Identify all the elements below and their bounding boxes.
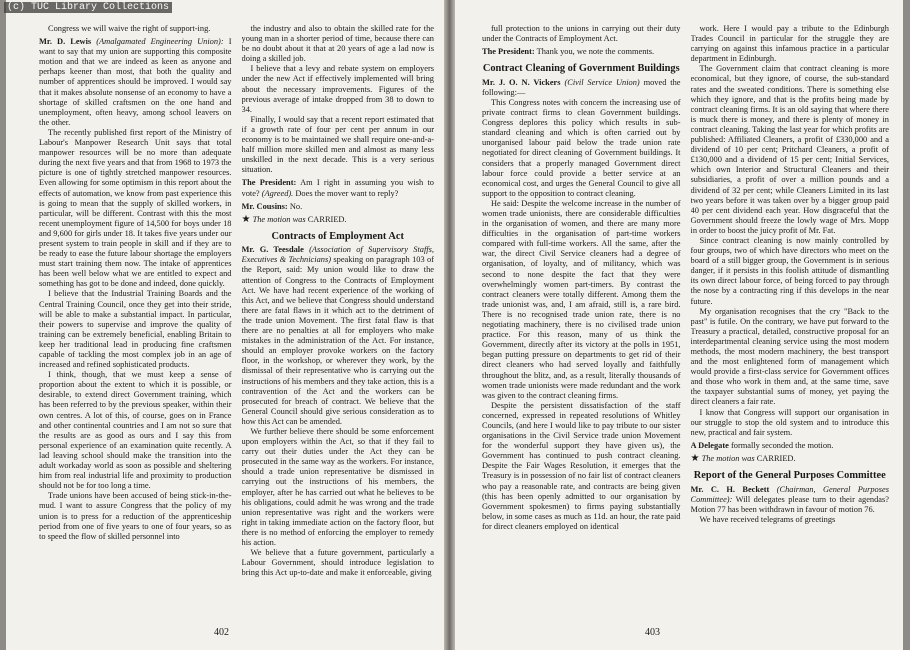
right-page-column-2 bbox=[691, 24, 890, 628]
speaker-name: Mr. C. H. Beckett bbox=[690, 484, 770, 494]
body-text: No. bbox=[289, 201, 303, 211]
speaker-name: Mr. G. Teesdale bbox=[241, 245, 304, 255]
body-text: speaking on paragraph 103 of the Report, said: My union would like to draw the attention of Congress to the Contracts of Employment Act. We have had recent experience of the working of this Act, and we believe that Congress should understand there are fatal flaws in it which act to the detriment of the trade union Movement. The first fatal flaw is that there are no penalties at all for employers who make mistakes in the administration of the Act. For instance, should an employer provoke workers on the factory floor, in the workshop, or wherever they work, by the dismissal of their representative who is carrying out the instructions of his members and they take action, this is a contravention of the Act and the workers can be prosecuted for breach of contract. We believe that the General Council should give serious consideration as to how this Act can be amended. bbox=[241, 255, 434, 426]
body-text: CARRIED. bbox=[754, 453, 796, 463]
union-affiliation: (Association of Supervisory Staffs, Executives & Technicians) bbox=[241, 245, 434, 265]
paragraph bbox=[39, 24, 232, 34]
body-text: moved the following:— bbox=[482, 77, 681, 97]
star-icon: ★ bbox=[690, 452, 700, 464]
paragraph bbox=[691, 64, 890, 236]
paragraph bbox=[482, 199, 681, 401]
union-affiliation: The motion was bbox=[701, 453, 755, 463]
paragraph bbox=[39, 491, 232, 541]
star-icon: ★ bbox=[241, 213, 251, 225]
speaker-name: Mr. Cousins: bbox=[241, 201, 288, 211]
paragraph bbox=[691, 307, 890, 408]
body-text: Trade unions have been accused of being stick-in-the-mud. I want to assure Congress that the policy of my union is to press for a reduction of the apprenticeship period from one of five years to one of four years, so as to speed the flow of skilled personnel into bbox=[39, 491, 232, 541]
paragraph bbox=[242, 64, 435, 114]
body-text: We believe that a future government, particularly a Labour Government, should introduce legislation to bring this Act up-to-date and make it enforceable, giving bbox=[241, 548, 434, 578]
body-text: My organisation recognises that the cry "Back to the past" is futile. On the contrary, we have put forward to the Treasury a practical, detailed, constructive proposal for an interdepartmental cleaning service using the most modern methods, the most modern machinery, the best transport and the most enlightened form of management which would provide a first-class service for Government offices and those who work in them and, at the same time, save the taxpayer substantial sums of money, yet paying the direct cleaners a fair rate. bbox=[690, 306, 889, 407]
paragraph bbox=[39, 37, 232, 128]
speaker-name: A Delegate bbox=[690, 440, 729, 450]
speaker-name: Mr. D. Lewis bbox=[39, 37, 92, 47]
body-text: Thank you, we note the comments. bbox=[536, 47, 655, 57]
paragraph bbox=[242, 24, 435, 64]
body-text: Despite the persistent dissatisfaction of the staff concerned, expressed in repeated resolutions of Whitley Councils, (and here I would like to pay tribute to our sister organisations in the Civil Service trade union Movement for the wonderful support they have given us), the Government has continued to push contract cleaning. Despite the Fair Wages Resolution, it emerges that the Treasury is in possession of no fair list of contract cleaners who pay a reasonable rate, and contracts are being given (this has been openly admitted to our organisation by Government spokesmen) to firms paying substantially below, in some cases as much as 11d. an hour, the rate paid for direct cleaners employed on identical bbox=[482, 400, 681, 531]
right-page-column-1 bbox=[482, 24, 681, 628]
paragraph bbox=[482, 24, 681, 44]
union-affiliation: (Civil Service Union) bbox=[564, 77, 640, 87]
body-text: I know that Congress will support our organisation in our struggle to stop the old system and to introduce this new, practical and fair system. bbox=[690, 407, 889, 437]
body-text: I believe that a levy and rebate system on employers under the new Act if effectively implemented will bring about the necessary improvements. Figures of the previous average of intake dropped from 38 to down to 34. bbox=[241, 64, 434, 114]
union-affiliation: The motion was bbox=[252, 214, 306, 224]
body-text: Finally, I would say that a recent report estimated that if a growth rate of four per cent per annum in our economy is to be maintained we shall require one-and-a-half million more skilled men and almost as many less unskilled in the next decade. This is a very serious situation. bbox=[241, 114, 434, 175]
left-page-column-2 bbox=[242, 24, 435, 628]
paragraph bbox=[691, 515, 890, 525]
paragraph bbox=[691, 454, 890, 464]
watermark: (c) TUC Library Collections bbox=[4, 2, 172, 13]
body-text: I want to say that my union are supporting this composite motion and that we are indeed as keen as anyone and perhaps keener than most, that both the quality and number of apprentices should be improved. I would say that it makes absolute nonsense of an economy to have a shortage of skilled craftsmen on the one hand and unemployment, often heavy, among school leavers on the other. bbox=[39, 37, 232, 127]
body-text: the industry and also to obtain the skilled rate for the young man in a shorter period of time, because there can be no doubt about it that at 20 years of age a lad now is doing a skilled job. bbox=[241, 24, 434, 64]
speaker-name: The President: bbox=[482, 47, 535, 57]
body-text: full protection to the unions in carrying out their duty under the Contracts of Employment Act. bbox=[482, 24, 681, 44]
paragraph bbox=[242, 178, 435, 198]
paragraph bbox=[691, 408, 890, 438]
body-text: Does the mover want to reply? bbox=[293, 188, 399, 198]
paragraph bbox=[242, 115, 435, 176]
paragraph bbox=[691, 485, 890, 515]
body-text: He said: Despite the welcome increase in the number of women trade unionists, there are considerable difficulties in the organisation of women, and there are many more difficulties in the organisation of part-time workers compared with full-time workers. All the same, after the war, the direct Civil Service cleaners had a degree of organisation, of loyalty, and of militancy, which was second to none despite the fact that they were overwhelmingly women part-timers. By contrast the contract cleaners were totally different. Among them the trade unionist was, and, I am afraid, still is, a rare bird. There is no recognised trade union rate, there is no negotiating machinery, there is no civilised trade union practice. For this reason, many of us think the Government, directly after its victory at the polls in 1951, began putting pressure on departments to get rid of their direct cleaners who had served loyally and faithfully throughout the blitz, and, as a result, literally thousands of women trade unionists were made redundant and the work was given to the contract cleaning firms. bbox=[482, 198, 681, 400]
paragraph bbox=[39, 289, 232, 370]
paragraph bbox=[39, 128, 232, 290]
paragraph bbox=[482, 98, 681, 199]
paragraph bbox=[242, 427, 435, 548]
union-affiliation: (Amalgamated Engineering Union): bbox=[96, 37, 224, 47]
section-heading: Contracts of Employment Act bbox=[271, 230, 404, 242]
paragraph bbox=[242, 245, 435, 427]
body-text: work. Here I would pay a tribute to the Edinburgh Trades Council in particular for the struggle they are carrying on against this infamous practice in a particular department in Edinburgh. bbox=[690, 24, 889, 64]
left-page bbox=[6, 0, 444, 650]
union-affiliation: (Chairman, General Purposes Committee): bbox=[690, 484, 889, 504]
paragraph bbox=[482, 401, 681, 532]
page-number-left: 402 bbox=[214, 627, 229, 638]
body-text: We further believe there should be some enforcement upon employers within the Act, so that if they fail to carry out their duties under the Act they can be prosecuted in the same way as the workers. For instance, should a trade union representative be dismissed in carrying out the instructions of his members, the employer, after he has carried out what he believes to be his obligations, could admit he was wrong and the trade union representative was right and the workers were right in taking immediate action on the factory floor, but there is no method of enforcing the employer to remedy his action. bbox=[241, 426, 434, 547]
body-text: Since contract cleaning is now mainly controlled by four groups, two of which have directors who meet on the board of a still bigger group, the Government is in serious danger, if it persists in this foolish attitude of dismantling its own direct labour force, of being forced to pay through the nose by a contracting ring if this develops in the near future. bbox=[690, 235, 889, 306]
paragraph bbox=[242, 548, 435, 578]
paragraph bbox=[691, 441, 890, 451]
body-text: I think, though, that we must keep a sense of proportion about the extent to which it is possible, or desirable, to extend direct Government training, which has been referred to by the previous speaker, within their own centres. A lot of this, of course, goes on in France and other continental countries and I am not so sure that the results are as good as ours and I say this from personal experience of an examination quite recently. A lad leaving school should make the transition into the adult workaday world as soon as possible and sheltering him from real industrial life and proximity to production should not be for too long a time. bbox=[39, 370, 232, 491]
paragraph bbox=[482, 78, 681, 98]
paragraph bbox=[39, 370, 232, 491]
body-text: This Congress notes with concern the increasing use of private contract firms to clean Government buildings. Congress deplores this policy which results in sub-standard cleaning and which is often carried out by unorganised labour paid below the trade union rate negotiated for direct cleaning of Government buildings. It considers that a properly managed Government direct labour force could provide a better service at an economical cost, and urges the General Council to give all support to the opposition to contract cleaning. bbox=[482, 97, 681, 198]
paragraph bbox=[691, 236, 890, 307]
book-spine bbox=[444, 0, 455, 650]
body-text: Congress we will waive the right of support-ing. bbox=[48, 24, 211, 33]
speaker-name: Mr. J. O. N. Vickers bbox=[482, 77, 561, 87]
body-text: I believe that the Industrial Training Boards and the Central Training Council, once they get into their stride, will be able to make a substantial impact. In particular, their powers to supervise and improve the quality of training can be extremely beneficial, enabling Britain to keep her traditional lead in producing fine craftsmen capable of tackling the most complex job in an age of increased and refined sophisticated products. bbox=[39, 289, 232, 370]
paragraph bbox=[242, 215, 435, 225]
right-page bbox=[455, 0, 903, 650]
body-text: CARRIED. bbox=[305, 214, 347, 224]
body-text: We have received telegrams of greetings bbox=[699, 514, 836, 524]
page-number-right: 403 bbox=[645, 627, 660, 638]
aside-text: (Agreed). bbox=[259, 188, 294, 198]
left-page-column-1 bbox=[39, 24, 232, 628]
speaker-name: The President: bbox=[241, 178, 297, 188]
paragraph bbox=[242, 202, 435, 212]
body-text: Will delegates please turn to their agendas? Motion 77 has been withdrawn in favour of motion 76. bbox=[690, 494, 889, 514]
section-heading: Report of the General Purposes Committee bbox=[693, 470, 886, 482]
body-text: Am I right in assuming you wish to vote? bbox=[241, 178, 434, 198]
body-text: formally seconded the motion. bbox=[730, 440, 834, 450]
body-text: The recently published first report of the Ministry of Labour's Manpower Research Unit says that total manpower resources will be no more than adequate during the next five years and that from 1968 to 1973 the picture is one of tightly stretched manpower resources. Even allowing for some optimism in this report about the effects of automation, we know from past experience this is going to mean that the supply of skilled workers, in particular, will be different. Contrast with this the most recent unemployment figure of 14,500 for boys under 18 and 9,600 for girls under 18. It takes five years under our present system to train people in skill and if they are to be ready to ease the future labour shortage the employers must start training them now. The intake of apprentices has been well below what we are entitled to expect and something has got to be done and indeed, done quickly. bbox=[39, 127, 232, 289]
section-heading: Contract Cleaning of Government Buildings bbox=[482, 63, 680, 75]
paragraph bbox=[482, 47, 681, 57]
body-text: The Government claim that contract cleaning is more economical, but they ignore, of course, the sub-standard rates and the sweated conditions. There is something else which they ignore, and that is the profits being made by contract cleaning firms. It is an old saying that where there is muck there is money, and there is plenty of money in contract cleaning. Taking the last year for which profits are published: Affiliated Cleaners, a profit of £330,000 and a dividend of 10 per cent; Pritchard Cleaners, a profit of £130,000 and a dividend of 15 per cent; Initial Services, which own Interior and Structural Cleaners and their subsidiaries, a profit of over a million pounds and a dividend of 32 per cent; while Cleaners Limited in its last two years before it was taken over by a bigger group paid 40 per cent dividend each year. How disgraceful that the Government should freeze the lowly wage of Mrs. Mopp in order to boost the juicy profit of Mr. Fat. bbox=[690, 64, 889, 235]
paragraph bbox=[691, 24, 890, 64]
